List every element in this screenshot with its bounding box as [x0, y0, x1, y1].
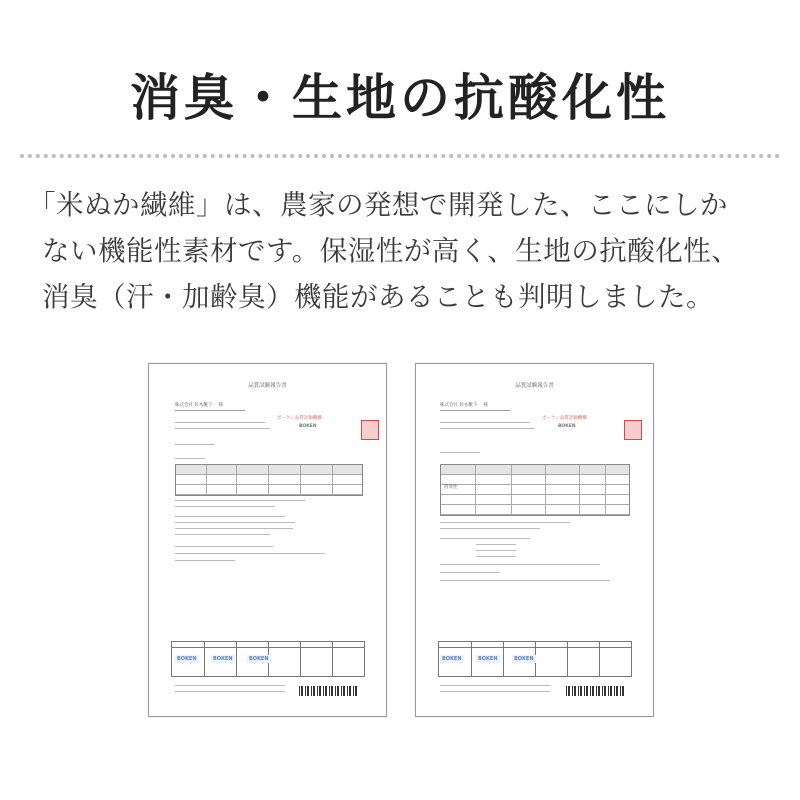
- text-line: [175, 691, 285, 692]
- text-line: [175, 506, 275, 507]
- text-line: [440, 564, 600, 565]
- text-line: [175, 528, 293, 529]
- text-line: [476, 550, 516, 551]
- recipient-underline: [440, 410, 510, 411]
- text-line: [440, 538, 530, 539]
- seal-stamp: [361, 420, 379, 440]
- barcode: [566, 686, 624, 696]
- description-line-2: ない機能性素材です。保湿性が高く、生地の抗酸化性、: [42, 235, 740, 267]
- table-row-label: 消臭性: [444, 485, 458, 490]
- boken-logo: BOKEN: [177, 656, 197, 662]
- report-issuer: ボーケン品質評価機構: [277, 416, 322, 421]
- text-line: [175, 458, 205, 459]
- result-table: [175, 464, 363, 496]
- text-line: [440, 422, 530, 423]
- report-recipient: 株式会社 鈴木靴下 様: [175, 403, 223, 408]
- boken-logo: BOKEN: [249, 656, 269, 662]
- recipient-underline: [175, 410, 245, 411]
- text-line: [440, 428, 535, 429]
- text-line: [440, 691, 550, 692]
- text-line: [440, 452, 480, 453]
- boken-logo: BOKEN: [478, 656, 498, 662]
- text-line: [175, 500, 305, 501]
- text-line: [175, 553, 325, 554]
- text-line: [175, 516, 285, 517]
- text-line: [175, 522, 295, 523]
- test-report-document-1: [148, 363, 387, 717]
- boken-logo: BOKEN: [514, 656, 534, 662]
- text-line: [440, 685, 550, 686]
- text-line: [440, 572, 500, 573]
- text-line: [476, 544, 516, 545]
- report-title: 品質試験報告書: [515, 383, 554, 389]
- description-line-1: 「米ぬか繊維」は、農家の発想で開発した、ここにしか: [28, 189, 728, 221]
- text-line: [440, 580, 610, 581]
- text-line: [476, 556, 516, 557]
- text-line: [175, 422, 265, 423]
- text-line: [175, 560, 235, 561]
- page-title: 消臭・生地の抗酸化性: [130, 68, 670, 127]
- description-text: [28, 182, 778, 320]
- barcode: [299, 686, 357, 696]
- boken-logo: BOKEN: [213, 656, 233, 662]
- text-line: [440, 528, 540, 529]
- text-line: [175, 428, 270, 429]
- boken-logo: BOKEN: [442, 656, 462, 662]
- text-line: [175, 546, 273, 547]
- seal-stamp: [624, 420, 642, 440]
- text-line: [175, 685, 285, 686]
- text-line: [440, 522, 570, 523]
- description-line-3: 消臭（汗・加齢臭）機能があることも判明しました。: [42, 281, 714, 313]
- test-report-document-2: [415, 363, 654, 717]
- report-recipient: 株式会社 鈴木靴下 様: [440, 403, 488, 408]
- text-line: [175, 534, 270, 535]
- text-line: [175, 444, 215, 445]
- result-table: [440, 464, 630, 516]
- issuer-logo: BOKEN: [558, 424, 576, 429]
- issuer-logo: BOKEN: [299, 424, 317, 429]
- report-issuer: ボーケン品質評価機構: [542, 416, 587, 421]
- report-title: 品質試験報告書: [248, 383, 287, 389]
- dotted-divider: [20, 154, 780, 158]
